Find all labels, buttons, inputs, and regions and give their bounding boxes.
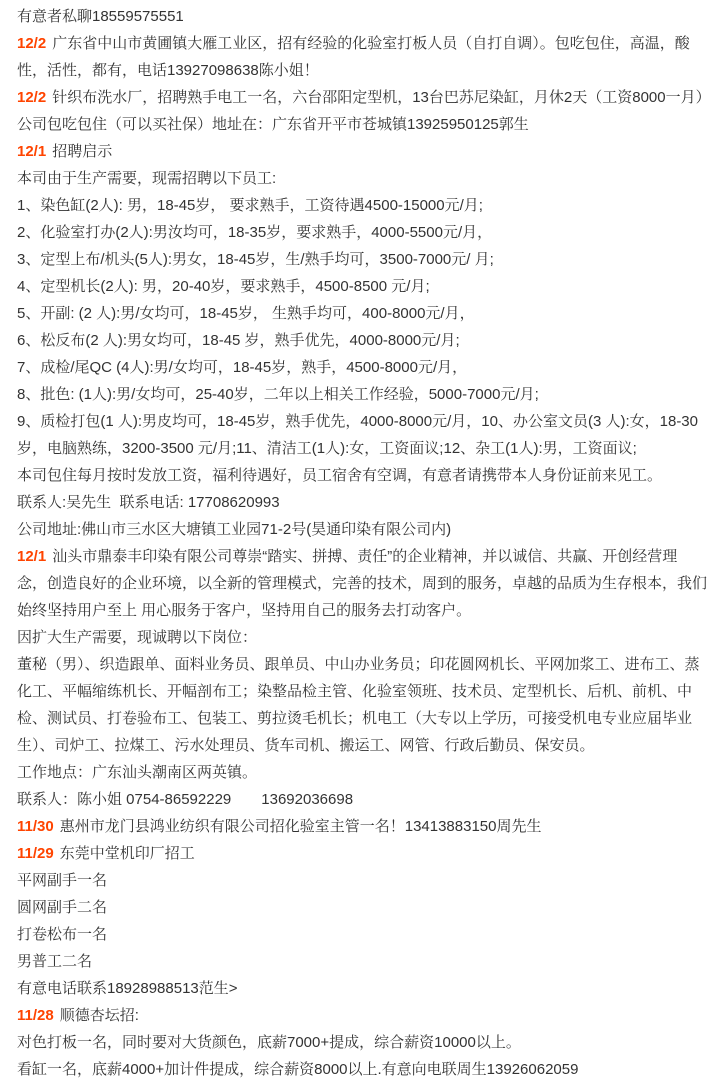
post-paragraph bbox=[17, 84, 707, 138]
post-text: 广东省中山市黄圃镇大雁工业区，招有经验的化验室打板人员（自打自调）。包吃包住，高温，酸性，活性，都有，电话13927098638陈小姐！ bbox=[17, 35, 690, 79]
post-paragraph bbox=[17, 219, 707, 246]
post-paragraph bbox=[17, 651, 707, 759]
post-paragraph bbox=[17, 624, 707, 651]
post-date: 12/1 bbox=[17, 143, 47, 160]
post-text: 有意者私聊18559575551 bbox=[17, 8, 184, 25]
post-text: 东莞中堂机印厂招工 bbox=[59, 845, 195, 862]
post-text: 因扩大生产需要，现诚聘以下岗位： bbox=[17, 629, 258, 646]
post-text: 本司由于生产需要，现需招聘以下员工: bbox=[17, 170, 277, 187]
post-paragraph bbox=[17, 975, 707, 1002]
post-date: 12/2 bbox=[17, 89, 47, 106]
post-paragraph bbox=[17, 516, 707, 543]
post-paragraph bbox=[17, 30, 707, 84]
post-text: 8、批色: (1人):男/女均可，25-40岁，二年以上相关工作经验，5000-7000元/月; bbox=[17, 386, 539, 403]
post-paragraph bbox=[17, 921, 707, 948]
post-paragraph bbox=[17, 759, 707, 786]
post-date: 11/30 bbox=[17, 818, 54, 835]
post-paragraph bbox=[17, 3, 707, 30]
post-text: 针织布洗水厂，招聘熟手电工一名，六台邵阳定型机，13台巴苏尼染缸，月休2天（工资8000一月）公司包吃包住（可以买社保）地址在：广东省开平市苍城镇13925950125郭生 bbox=[17, 89, 704, 133]
post-text: 打卷松布一名 bbox=[17, 926, 108, 943]
post-date: 12/2 bbox=[17, 35, 47, 52]
post-paragraph bbox=[17, 867, 707, 894]
post-paragraph bbox=[17, 408, 707, 462]
post-text: 看缸一名，底薪4000+加计件提成，综合薪资8000以上.有意向电联周生13926062059 bbox=[17, 1061, 579, 1078]
post-date: 11/29 bbox=[17, 845, 54, 862]
post-paragraph bbox=[17, 1056, 707, 1083]
post-text: 5、开副: (2 人):男/女均可，18-45岁， 生熟手均可，400-8000元/月， bbox=[17, 305, 475, 322]
post-paragraph bbox=[17, 138, 707, 165]
post-paragraph bbox=[17, 813, 707, 840]
post-paragraph bbox=[17, 543, 707, 624]
post-paragraph bbox=[17, 1002, 707, 1029]
post-paragraph bbox=[17, 489, 707, 516]
post-text: 公司地址:佛山市三水区大塘镇工业园71-2号(昊通印染有限公司内) bbox=[17, 521, 452, 538]
post-text: 工作地点：广东汕头潮南区两英镇。 bbox=[17, 764, 258, 781]
post-date: 12/1 bbox=[17, 548, 47, 565]
post-text: 1、染色缸(2人): 男，18-45岁， 要求熟手，工资待遇4500-15000元/月; bbox=[17, 197, 483, 214]
post-text: 9、质检打包(1 人):男皮均可，18-45岁，熟手优先，4000-8000元/月，10、办公室文员(3 人):女，18-30岁，电脑熟练，3200-3500 元/月;11、清洁工(1人):女，工资面议;12、杂工(1人):男，工资面议; bbox=[17, 413, 698, 457]
post-text: 7、成检/尾QC (4人):男/女均可，18-45岁，熟手，4500-8000元/月， bbox=[17, 359, 468, 376]
post-text: 3、定型上布/机头(5人):男女，18-45岁，生/熟手均可，3500-7000元/ 月; bbox=[17, 251, 494, 268]
post-text: 招聘启示 bbox=[52, 143, 113, 160]
post-text: 联系人:吴先生 联系电话: 17708620993 bbox=[17, 494, 280, 511]
post-paragraph bbox=[17, 192, 707, 219]
post-paragraph bbox=[17, 165, 707, 192]
post-text: 有意电话联系18928988513范生> bbox=[17, 980, 238, 997]
post-text: 联系人：陈小姐 0754-86592229 13692036698 bbox=[17, 791, 354, 808]
post-text: 惠州市龙门县鸿业纺织有限公司招化验室主管一名！13413883150周先生 bbox=[59, 818, 542, 835]
post-text: 本司包住每月按时发放工资，福利待遇好，员工宿舍有空调，有意者请携带本人身份证前来见工。 bbox=[17, 467, 663, 484]
post-text: 4、定型机长(2人): 男，20-40岁，要求熟手，4500-8500 元/月; bbox=[17, 278, 430, 295]
post-text: 平网副手一名 bbox=[17, 872, 108, 889]
post-text: 顺德杏坛招: bbox=[59, 1007, 139, 1024]
post-paragraph bbox=[17, 948, 707, 975]
post-text: 男普工二名 bbox=[17, 953, 93, 970]
post-paragraph bbox=[17, 462, 707, 489]
post-paragraph bbox=[17, 840, 707, 867]
post-text: 对色打板一名，同时要对大货颜色，底薪7000+提成，综合薪资10000以上。 bbox=[17, 1034, 521, 1051]
post-text: 2、化验室打办(2人):男汝均可，18-35岁，要求熟手，4000-5500元/月， bbox=[17, 224, 493, 241]
post-date: 11/28 bbox=[17, 1007, 54, 1024]
post-paragraph bbox=[17, 894, 707, 921]
post-text: 圆网副手二名 bbox=[17, 899, 108, 916]
post-paragraph bbox=[17, 327, 707, 354]
post-paragraph bbox=[17, 786, 707, 813]
post-paragraph bbox=[17, 246, 707, 273]
post-text: 6、松反布(2 人):男女均可，18-45 岁，熟手优先，4000-8000元/月; bbox=[17, 332, 460, 349]
post-text: 汕头市鼎泰丰印染有限公司尊崇“踏实、拼搏、责任”的企业精神，并以诚信、共赢、开创经营理念，创造良好的企业环境，以全新的管理模式，完善的技术，周到的服务，卓越的品质为生存根本，我们始终坚持用户至上 用心服务于客户，坚持用自己的服务去打动客户。 bbox=[17, 548, 708, 619]
post-paragraph bbox=[17, 1029, 707, 1056]
post-paragraph bbox=[17, 273, 707, 300]
post-paragraph bbox=[17, 300, 707, 327]
post-text: 董秘（男）、织造跟单、面料业务员、跟单员、中山办业务员；印花圆网机长、平网加浆工、进布工、蒸化工、平幅缩练机长、开幅剖布工；染整品检主管、化验室领班、技术员、定型机长、后机、前机、中检、测试员、打卷验布工、包装工、剪拉烫毛机长；机电工（大专以上学历，可接受机电专业应届毕业生）、司炉工、拉煤工、污水处理员、货车司机、搬运工、网管、行政后勤员、保安员。 bbox=[17, 656, 700, 754]
post-paragraph bbox=[17, 381, 707, 408]
post-paragraph bbox=[17, 354, 707, 381]
